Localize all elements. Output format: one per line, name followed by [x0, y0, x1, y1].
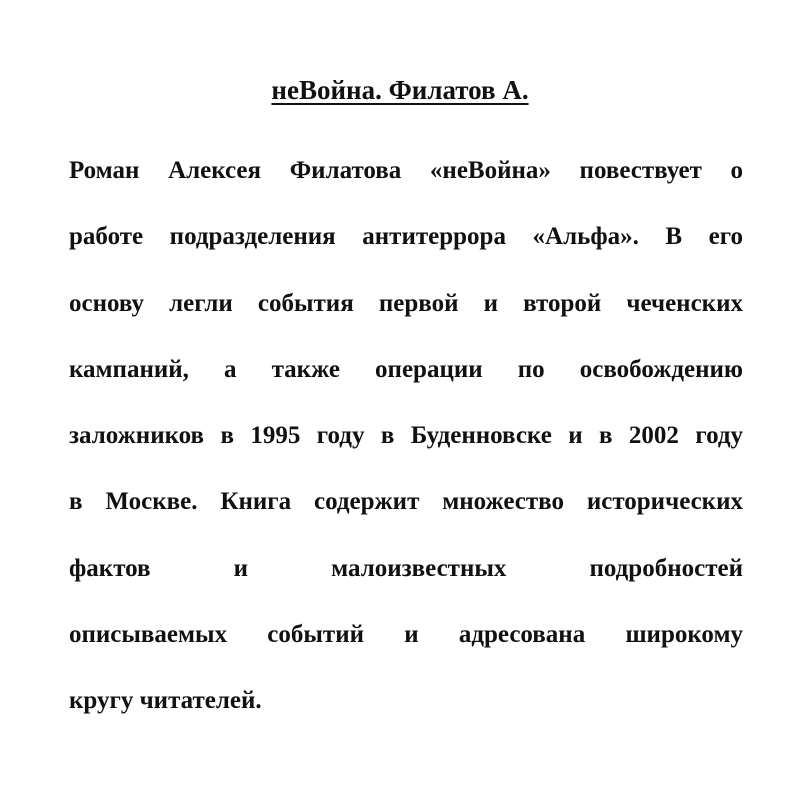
paragraph-line: в Москве. Книга содержит множество исторических: [69, 488, 743, 516]
paragraph-line: описываемых событий и адресована широкому: [69, 621, 743, 649]
paragraph-line: основу легли события первой и второй чеченских: [69, 289, 743, 317]
paragraph-line: кампаний, а также операции по освобождению: [69, 355, 743, 383]
paragraph-line: кругу читателей.: [69, 687, 262, 715]
paragraph-line: Роман Алексея Филатова «неВойна» повествует о: [69, 157, 743, 184]
paragraph-line: фактов и малоизвестных подробностей: [69, 554, 743, 582]
paragraph-line: заложников в 1995 году в Буденновске и в 2002 году: [69, 422, 743, 450]
description-paragraph: [69, 145, 743, 742]
paragraph-line: работе подразделения антитеррора «Альфа». В его: [69, 223, 743, 251]
document-title: неВойна. Филатов А.: [271, 75, 529, 105]
